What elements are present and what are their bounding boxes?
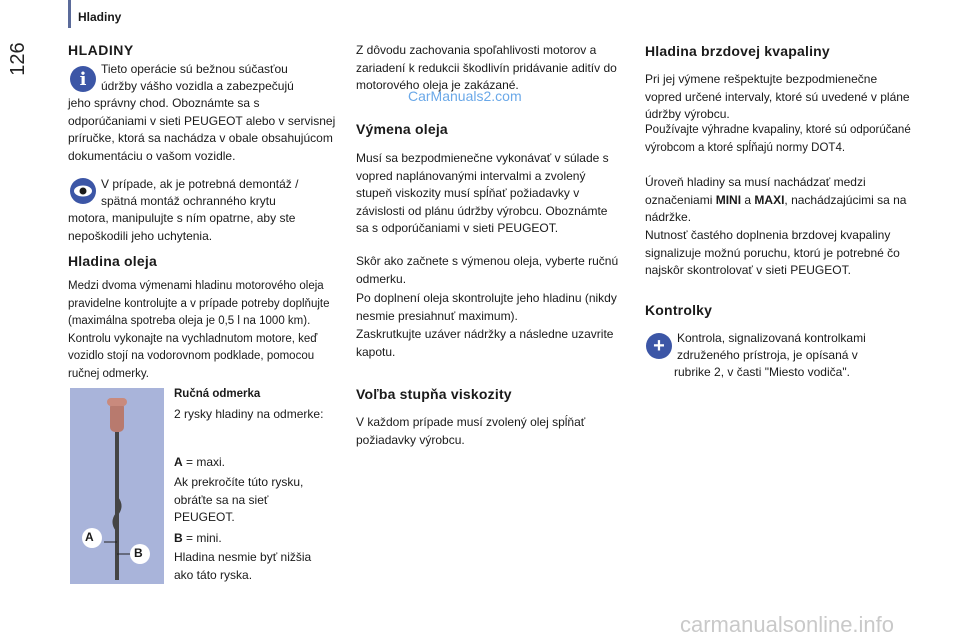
watermark-top[interactable]: CarManuals2.com	[408, 88, 522, 104]
warning-lights-rest: rubrike 2, v časti "Miesto vodiča".	[674, 365, 850, 379]
info-text-line2: údržby vášho vozidla a zabezpečujú	[101, 79, 294, 93]
mark-a-line	[174, 454, 324, 472]
mark-a-label: A	[174, 455, 183, 469]
dipstick-marks-text: 2 rysky hladiny na odmerke:	[174, 407, 324, 421]
brake-fluid-p1: Pri jej výmene rešpektujte bezpodmienečne vopred určené intervaly, ktoré sú uvedené v pláne údržby výrobcu.	[645, 72, 910, 121]
dipstick-label-a: A	[85, 530, 94, 544]
info-text-rest: jeho správny chod. Oboznámte sa s odporúčaniami v sieti PEUGEOT alebo v servisnej príručke, ktorá sa nachádza v obale obsahujúcom dokumentáciu o vašom vozidle.	[68, 96, 336, 163]
warning-lights-line1: Kontrola, signalizovaná kontrolkami	[677, 331, 866, 345]
eye-icon	[70, 178, 96, 204]
oil-change-p3: Po doplnení oleja skontrolujte jeho hladinu (nikdy nesmie presiahnuť maximum).	[356, 291, 617, 323]
page-title: HLADINY	[68, 42, 134, 58]
oil-change-heading: Výmena oleja	[356, 121, 448, 137]
oil-level-text: Medzi dvoma výmenami hladinu motorového oleja pravidelne kontrolujte a v prípade potreby doplňujte (maximálna spotreba oleja je 0,5 l na 1000 km). Kontrolu vykonajte na vychladnutom motore, keď vozidlo stojí na vodorovnom podklade, pomocou ručnej odmerky.	[68, 280, 330, 380]
eye-text-line1: V prípade, ak je potrebná demontáž /	[101, 177, 299, 191]
section-label: Hladiny	[78, 10, 122, 24]
mark-a-text: = maxi.	[182, 455, 226, 469]
oil-change-p4: Zaskrutkujte uzáver nádržky a následne uzavrite kapotu.	[356, 327, 614, 359]
viscosity-text: V každom prípade musí zvolený olej spĺňať požiadavky výrobcu.	[356, 415, 586, 447]
oil-level-heading: Hladina oleja	[68, 253, 157, 269]
mark-a-note: Ak prekročíte túto rysku, obráťte sa na sieť PEUGEOT.	[174, 475, 304, 524]
brake-fluid-p3-mid: a	[741, 192, 755, 207]
mark-b-text: = mini.	[182, 531, 222, 545]
info-icon: i	[70, 66, 96, 92]
eye-text-rest: motora, manipulujte s ním opatrne, aby ste nepoškodili jeho uchytenia.	[68, 211, 296, 243]
mini-mark: MINI	[715, 192, 742, 207]
brake-fluid-p4: Nutnosť častého doplnenia brzdovej kvapaliny signalizuje možnú poruchu, ktorú je potrebné čo najskôr skontrolovať v sieti PEUGEOT.	[645, 228, 900, 277]
brake-fluid-p3-pre: Úroveň hladiny sa musí nachádzať medzi označeniami	[645, 175, 866, 207]
mark-b-line	[174, 530, 324, 548]
brake-fluid-p3	[645, 174, 913, 227]
watermark-bottom[interactable]: carmanualsonline.info	[680, 612, 895, 637]
additives-warning: Z dôvodu zachovania spoľahlivosti motorov a zariadení k redukcii škodlivín pridávanie aditív do motorového oleja je zakázané.	[356, 43, 617, 92]
mark-b-note: Hladina nesmie byť nižšia ako táto ryska.	[174, 550, 312, 582]
brake-fluid-p3-post: , nachádzajúcimi sa na nádržke.	[645, 192, 907, 224]
mark-b-label: B	[174, 531, 183, 545]
dipstick-image	[70, 388, 164, 584]
header-accent-bar	[68, 0, 71, 28]
oil-change-p2: Skôr ako začnete s výmenou oleja, vyberte ručnú odmerku.	[356, 254, 619, 286]
info-text-line1: Tieto operácie sú bežnou súčasťou	[101, 62, 288, 76]
dipstick-label-b: B	[134, 546, 143, 560]
warning-lights-line2: združeného prístroja, je opísaná v	[677, 348, 858, 362]
brake-fluid-heading: Hladina brzdovej kvapaliny	[645, 43, 830, 59]
viscosity-heading: Voľba stupňa viskozity	[356, 386, 512, 402]
dipstick-heading: Ručná odmerka	[174, 388, 261, 400]
warning-lights-heading: Kontrolky	[645, 302, 713, 318]
plus-icon: +	[646, 333, 672, 359]
eye-text-line2: spätná montáž ochranného krytu	[101, 194, 276, 208]
page-number: 126	[7, 42, 29, 76]
brake-fluid-p2: Používajte výhradne kvapaliny, ktoré sú odporúčané výrobcom a ktoré spĺňajú normy DOT4.	[645, 124, 911, 154]
oil-change-p1: Musí sa bezpodmienečne vykonávať v súlade s vopred naplánovanými intervalmi a zvolený stupeň viskozity musí spĺňať požiadavky v závislosti od plánu údržby výrobcu. Oboznámte sa s odporúčaniami v sieti PEUGEOT.	[356, 151, 609, 235]
maxi-mark: MAXI	[754, 192, 785, 207]
